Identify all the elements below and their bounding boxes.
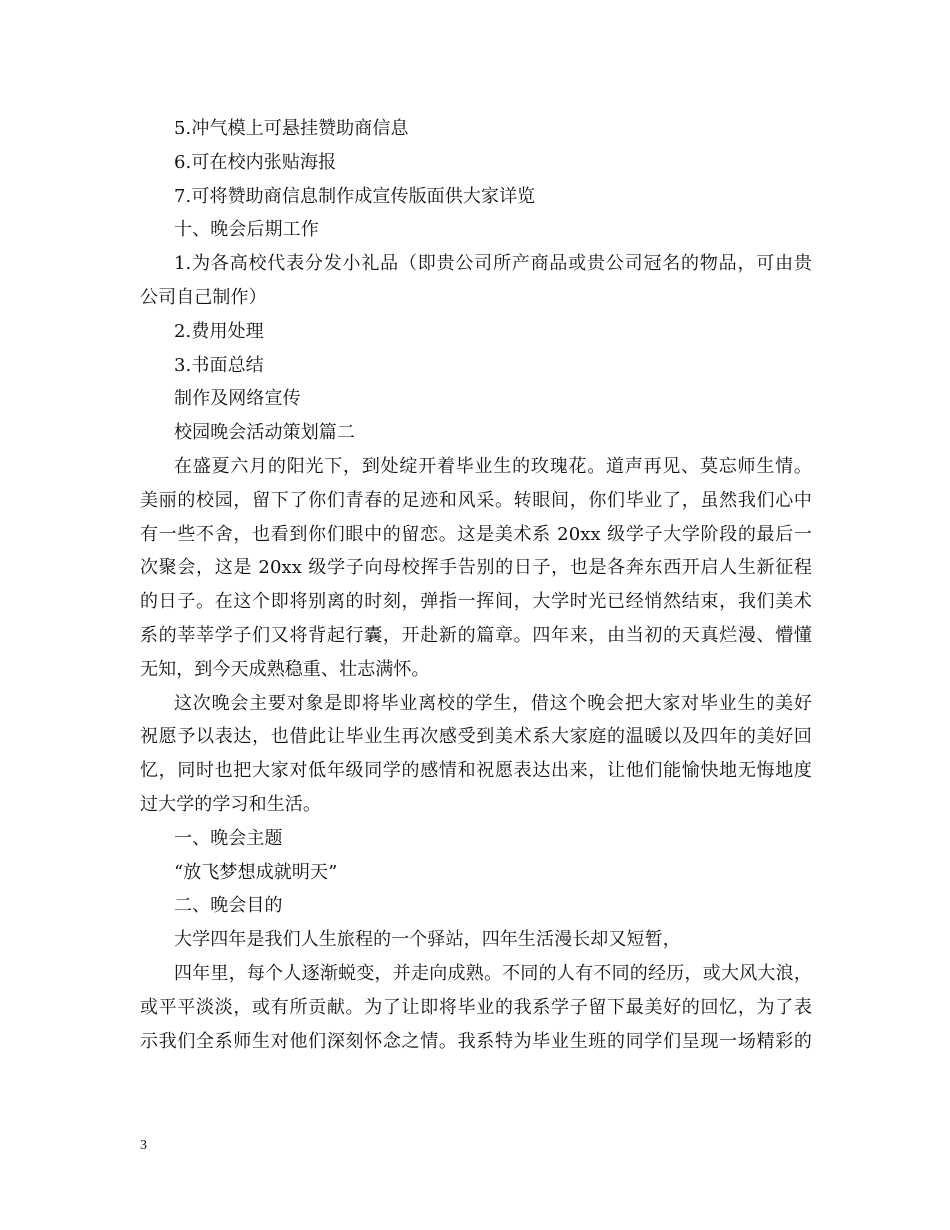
text-line: 7.可将赞助商信息制作成宣传版面供大家详览 xyxy=(174,185,536,207)
text-line: 大学四年是我们人生旅程的一个驿站，四年生活漫长却又短暂， xyxy=(174,929,681,951)
text-line: 公司自己制作） xyxy=(140,286,267,308)
text-line: 或平平淡淡，或有所贡献。为了让即将毕业的我系学子留下最美好的回忆，为了表 xyxy=(140,996,812,1018)
text-line: “放飞梦想成就明天” xyxy=(174,861,338,883)
text-line: 这次晚会主要对象是即将毕业离校的学生，借这个晚会把大家对毕业生的美好 xyxy=(174,692,812,714)
text-line: 2.费用处理 xyxy=(174,320,264,342)
text-line: 二、晚会目的 xyxy=(174,895,283,917)
text-line: 有一些不舍，也看到你们眼中的留恋。这是美术系 20xx 级学子大学阶段的最后一 xyxy=(140,523,812,545)
text-line: 6.可在校内张贴海报 xyxy=(174,151,337,173)
text-line: 美丽的校园，留下了你们青春的足迹和风采。转眼间，你们毕业了，虽然我们心中 xyxy=(140,489,812,511)
text-line: 示我们全系师生对他们深刻怀念之情。我系特为毕业生班的同学们呈现一场精彩的 xyxy=(140,1030,812,1052)
text-line: 次聚会，这是 20xx 级学子向母校挥手告别的日子，也是各奔东西开启人生新征程 xyxy=(140,557,812,579)
text-line: 十、晚会后期工作 xyxy=(174,219,319,241)
text-line: 忆，同时也把大家对低年级同学的感情和祝愿表达出来，让他们能愉快地无悔地度 xyxy=(140,760,812,782)
text-line: 校园晚会活动策划篇二 xyxy=(174,422,355,444)
text-line: 系的莘莘学子们又将背起行囊，开赴新的篇章。四年来，由当初的天真烂漫、懵懂 xyxy=(140,624,812,646)
text-line: 一、晚会主题 xyxy=(174,827,283,849)
document-body xyxy=(140,112,812,1058)
text-line: 的日子。在这个即将别离的时刻，弹指一挥间，大学时光已经悄然结束，我们美术 xyxy=(140,591,812,613)
page-number: 3 xyxy=(140,1138,147,1153)
text-line: 祝愿予以表达，也借此让毕业生再次感受到美术系大家庭的温暖以及四年的美好回 xyxy=(140,726,812,748)
text-line: 5.冲气模上可悬挂赞助商信息 xyxy=(174,118,409,139)
text-line: 无知，到今天成熟稳重、壮志满怀。 xyxy=(140,658,430,680)
text-line: 过大学的学习和生活。 xyxy=(140,793,321,815)
text-line: 制作及网络宣传 xyxy=(174,388,301,410)
text-line: 在盛夏六月的阳光下，到处绽开着毕业生的玫瑰花。道声再见、莫忘师生情。 xyxy=(174,455,812,477)
text-line: 3.书面总结 xyxy=(174,354,264,376)
text-line: 1.为各高校代表分发小礼品（即贵公司所产商品或贵公司冠名的物品，可由贵 xyxy=(174,253,812,275)
text-line: 四年里，每个人逐渐蜕变，并走向成熟。不同的人有不同的经历，或大风大浪， xyxy=(174,962,812,984)
